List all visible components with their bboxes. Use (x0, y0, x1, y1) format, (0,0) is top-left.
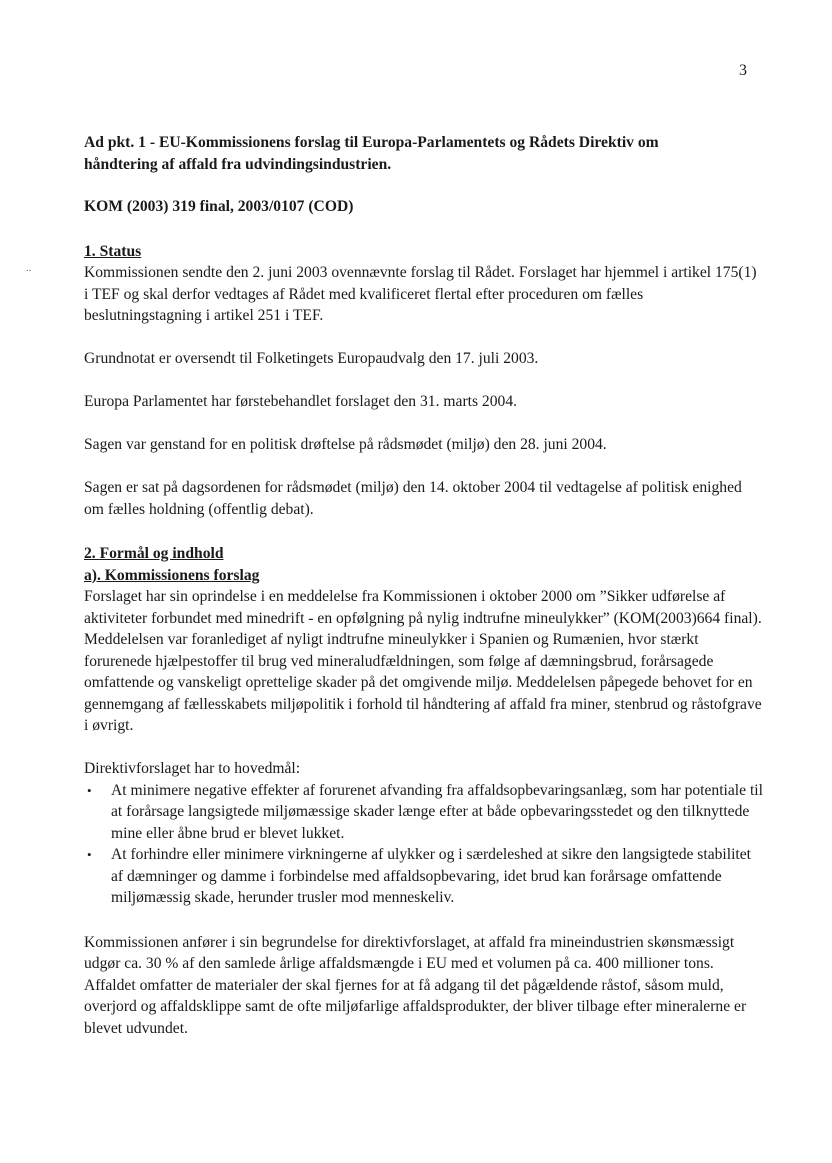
bullet-icon: • (87, 847, 92, 862)
list-item (84, 780, 764, 845)
proposal-paragraph-2: Kommissionen anfører i sin begrundelse for direktivforslaget, at affald fra mineindustrien skønsmæssigt udgør ca. 30 % af den samlede årlige affaldsmængde i EU med et volumen på ca. 400 millioner tons. Affaldet omfatter de materialer der skal fjernes for at få adgang til det pågældende råstof, såsom muld, overjord og affaldsklippe samt de ofte miljøfarlige affaldsprodukter, der bliver tilbage efter mineralerne er blevet udvundet. (84, 933, 747, 1037)
status-paragraph-5: Sagen er sat på dagsordenen for rådsmødet (miljø) den 14. oktober 2004 til vedtagelse af politisk enighed om fælles holdning (offentlig debat). (84, 479, 742, 518)
page-number: 3 (739, 62, 747, 79)
agenda-heading (84, 132, 764, 175)
list-item (84, 844, 764, 909)
proposal-paragraph-1: Forslaget har sin oprindelse i en meddelelse fra Kommissionen i oktober 2000 om ”Sikker udførelse af aktiviteter forbundet med minedrift - en opfølgning på nylig indtrufne mineulykker” (KOM(2003)664 final). Meddelelsen var foranlediget af nyligt indtrufne mineulykker i Spanien og Rumænien, hvor stærkt forurenede hjælpestoffer til brug ved mineraludfældningen, som følge af dæmningsbrud, forårsagede omfattende og vanskeligt oprettelige skader på det omgivende miljø. Meddelelsen påpegede behovet for en gennemgang af fællesskabets miljøpolitik i forhold til håndtering af affald fra miner, stenbrud og råstofgrave i øvrigt. (84, 588, 762, 734)
objectives-intro: Direktivforslaget har to hovedmål: (84, 760, 301, 777)
list-item-text: At forhindre eller minimere virkningerne af ulykker og i særdeleshed at sikre den langsigtede stabilitet af dæmninger og damme i forbindelse med affaldsopbevaring, idet brud kan forårsage omfattende miljømæssig skade, herunder trusler mod menneskeliv. (111, 846, 752, 906)
objectives-list (84, 780, 764, 909)
status-paragraph-1: Kommissionen sendte den 2. juni 2003 ovennævnte forslag til Rådet. Forslaget har hjemmel i artikel 175(1) i TEF og skal derfor vedtages af Rådet med kvalificeret flertal efter proceduren om fælles beslutningstagning i artikel 251 i TEF. (84, 264, 757, 324)
bullet-icon: • (87, 782, 92, 798)
section-status-title: 1. Status (84, 242, 142, 260)
status-paragraph-3: Europa Parlamentet har førstebehandlet forslaget den 31. marts 2004. (84, 393, 518, 410)
status-paragraph-2: Grundnotat er oversendt til Folketingets Europaudvalg den 17. juli 2003. (84, 350, 539, 367)
margin-mark: .. (26, 262, 32, 274)
agenda-heading-line1: Ad pkt. 1 - EU-Kommissionens forslag til Europa-Parlamentets og Rådets Direktiv om (84, 134, 659, 151)
document-body (84, 132, 764, 1039)
section-proposal-subtitle: a). Kommissionens forslag (84, 566, 260, 584)
agenda-heading-line2: håndtering af affald fra udvindingsindustrien. (84, 155, 392, 173)
status-paragraph-4: Sagen var genstand for en politisk drøftelse på rådsmødet (miljø) den 28. juni 2004. (84, 436, 607, 453)
section-purpose-title: 2. Formål og indhold (84, 545, 224, 562)
list-item-text: At minimere negative effekter af forurenet afvanding fra affaldsopbevaringsanlæg, som har potentiale til at forårsage langsigtede miljømæssige skader længe efter at både opbevaringsstedet og den tilknyttede mine eller åbne brud er blevet lukket. (111, 781, 763, 842)
document-reference: KOM (2003) 319 final, 2003/0107 (COD) (84, 198, 354, 215)
